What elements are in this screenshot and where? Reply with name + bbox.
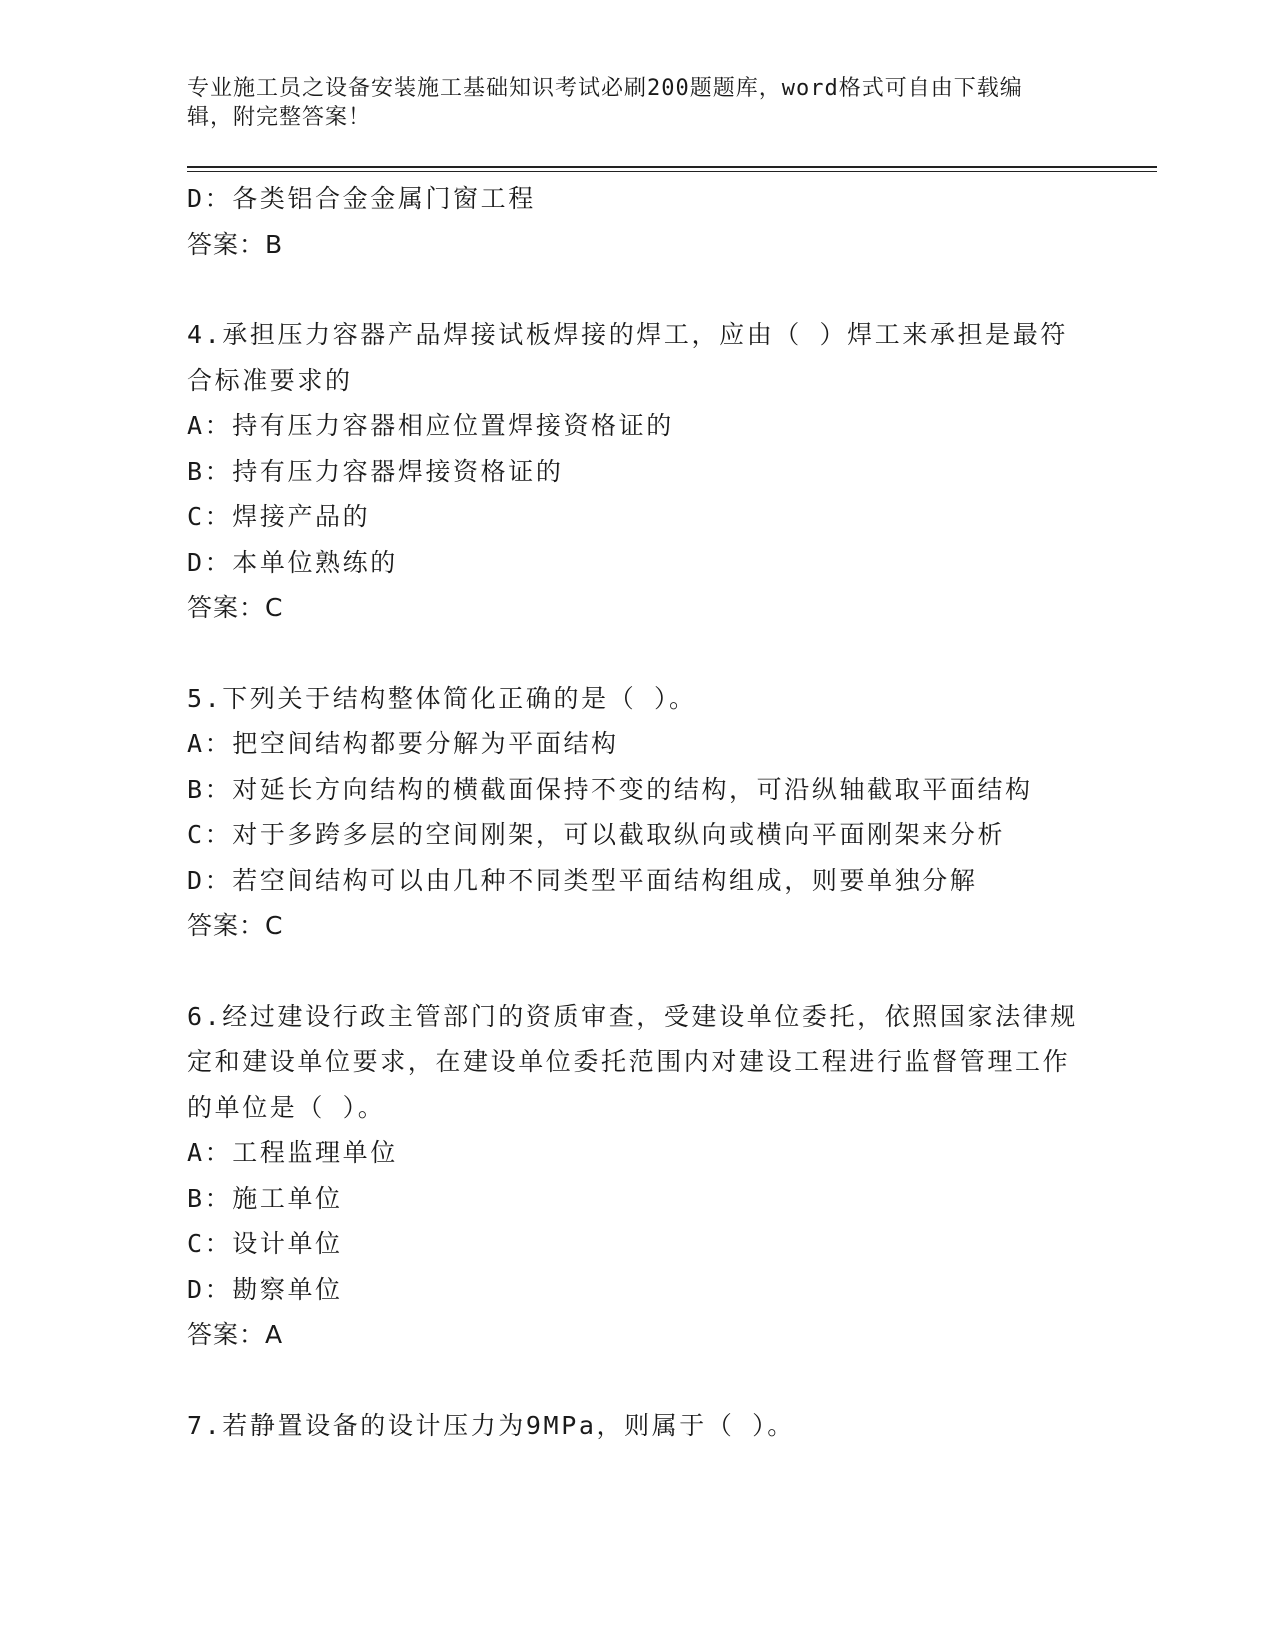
document-header: 专业施工员之设备安装施工基础知识考试必刷200题题库，word格式可自由下载编辑，附完整答案！ [187, 76, 1023, 130]
option-a: A：持有压力容器相应位置焊接资格证的 [187, 411, 674, 440]
question-7 [187, 1403, 1157, 1449]
answer: 答案：C [187, 593, 284, 622]
answer: 答案：B [187, 229, 284, 259]
question-5 [187, 676, 1157, 949]
document-page [187, 74, 1157, 1448]
question-stem: 7.若静置设备的设计压力为9MPa，则属于（ ）。 [187, 1410, 795, 1440]
option-d: D：各类铝合金金属门窗工程 [187, 184, 536, 213]
option-b: B：施工单位 [187, 1183, 343, 1213]
question-stem: 6.经过建设行政主管部门的资质审查，受建设单位委托，依照国家法律规定和建设单位要求，在建设单位委托范围内对建设工程进行监督管理工作的单位是（ ）。 [187, 1001, 1078, 1122]
option-b: B：对延长方向结构的横截面保持不变的结构，可沿纵轴截取平面结构 [187, 774, 1033, 804]
option-d: D：若空间结构可以由几种不同类型平面结构组成，则要单独分解 [187, 865, 978, 895]
question-4 [187, 312, 1157, 631]
prev-question-tail [187, 176, 1157, 267]
answer: 答案：A [187, 1320, 284, 1349]
answer: 答案：C [187, 911, 284, 940]
option-d: D：本单位熟练的 [187, 547, 398, 577]
document-body [187, 176, 1157, 1448]
option-c: C：焊接产品的 [187, 502, 371, 531]
option-c: C：设计单位 [187, 1229, 343, 1258]
header-rule [187, 166, 1157, 172]
question-stem: 5.下列关于结构整体简化正确的是（ ）。 [187, 683, 697, 713]
option-a: A：把空间结构都要分解为平面结构 [187, 729, 619, 758]
option-b: B：持有压力容器焊接资格证的 [187, 456, 564, 486]
option-c: C：对于多跨多层的空间刚架，可以截取纵向或横向平面刚架来分析 [187, 820, 1006, 849]
question-6 [187, 994, 1157, 1358]
question-stem: 4.承担压力容器产品焊接试板焊接的焊工，应由（ ）焊工来承担是最符合标准要求的 [187, 320, 1068, 395]
option-d: D：勘察单位 [187, 1274, 343, 1304]
option-a: A：工程监理单位 [187, 1138, 398, 1167]
